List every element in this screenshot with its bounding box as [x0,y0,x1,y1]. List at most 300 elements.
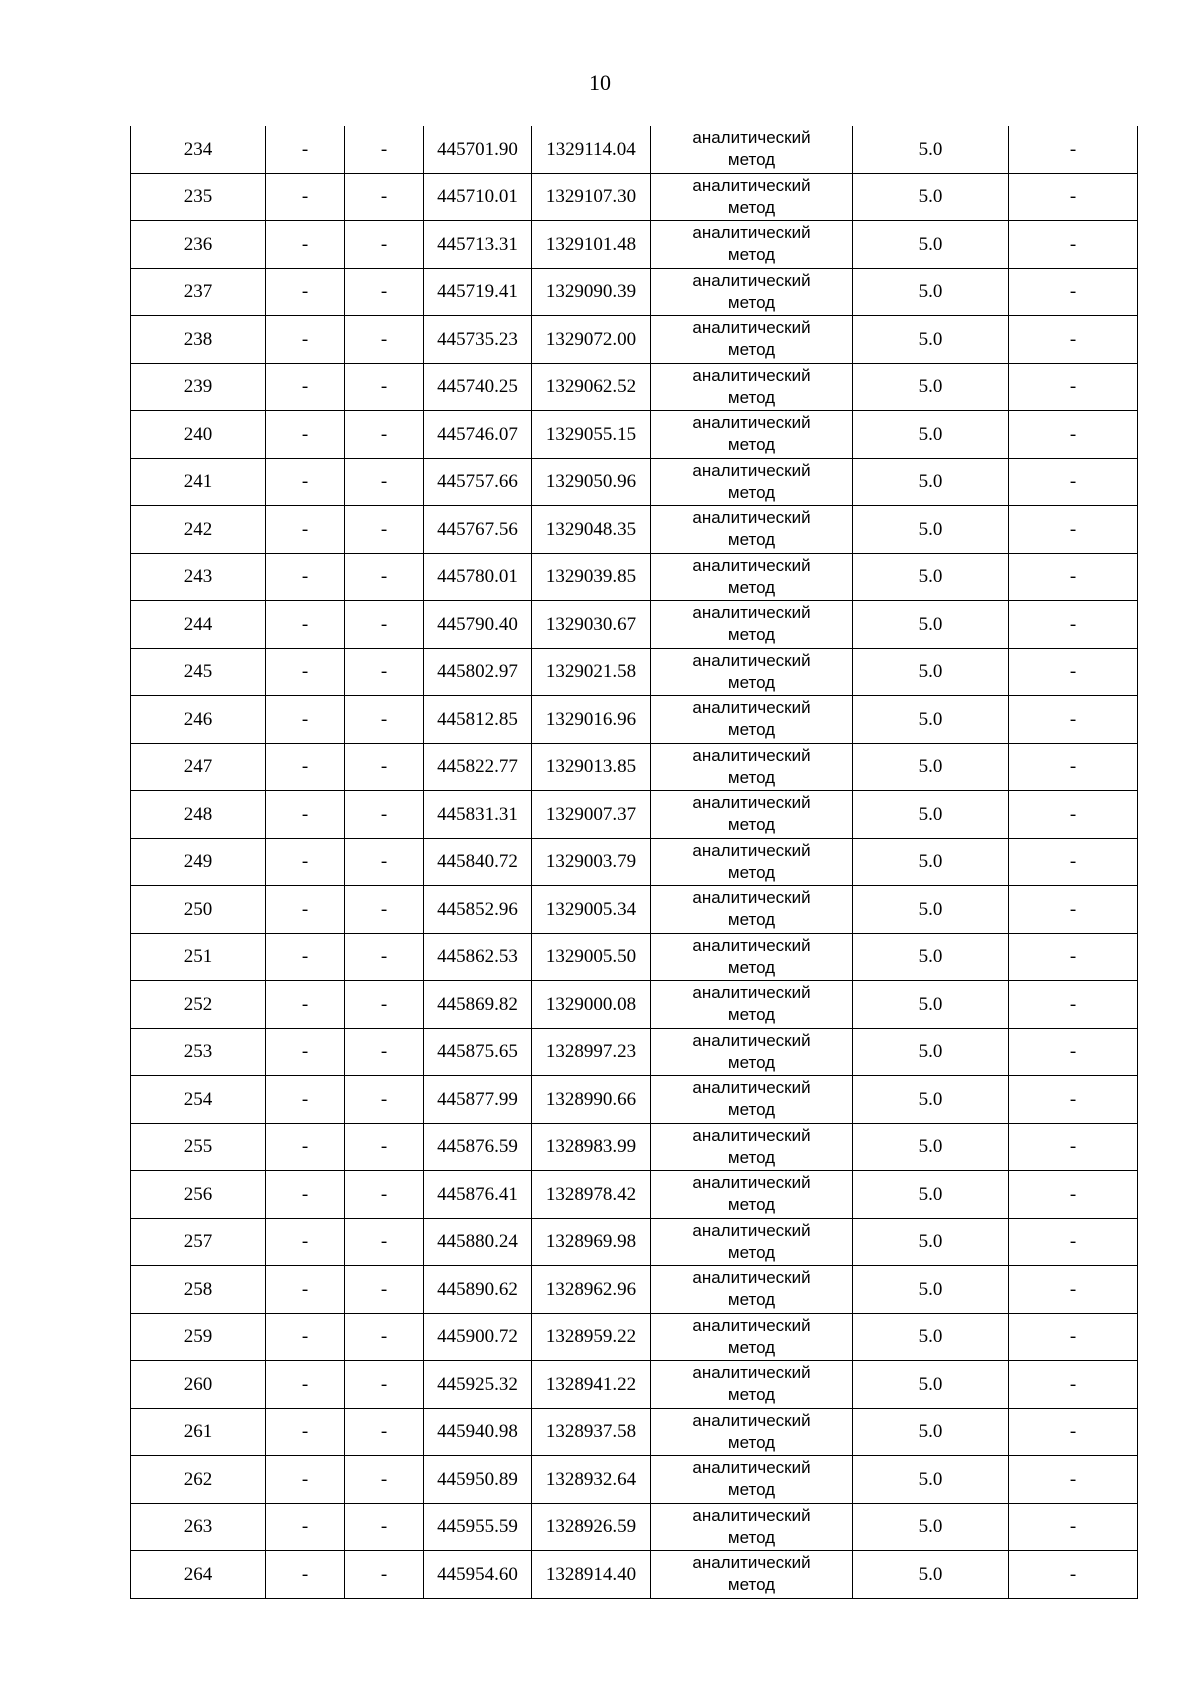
method-line-2: метод [727,1575,776,1595]
method-cell [651,553,853,601]
empty-value-cell: - [1009,316,1138,364]
point-number-cell: 244 [131,601,266,649]
point-number-cell: 251 [131,933,266,981]
accuracy-cell: 5.0 [853,1361,1009,1409]
table-row [131,838,1138,886]
empty-value-cell: - [345,933,424,981]
x-coordinate-cell: 445940.98 [424,1408,532,1456]
empty-value-cell: - [345,1313,424,1361]
method-line-1: аналитический [692,1030,811,1050]
empty-value-cell: - [266,363,345,411]
method-cell [651,1218,853,1266]
accuracy-cell: 5.0 [853,1218,1009,1266]
method-line-1: аналитический [692,1173,811,1193]
x-coordinate-cell: 445875.65 [424,1028,532,1076]
method-line-2: метод [727,957,776,977]
empty-value-cell: - [1009,221,1138,269]
x-coordinate-cell: 445840.72 [424,838,532,886]
empty-value-cell: - [266,743,345,791]
point-number-cell: 242 [131,506,266,554]
accuracy-cell: 5.0 [853,743,1009,791]
accuracy-cell: 5.0 [853,933,1009,981]
y-coordinate-cell: 1329000.08 [532,981,651,1029]
empty-value-cell: - [345,1123,424,1171]
x-coordinate-cell: 445852.96 [424,886,532,934]
table-row [131,1028,1138,1076]
x-coordinate-cell: 445877.99 [424,1076,532,1124]
coordinates-table [130,126,1138,1599]
method-cell [651,791,853,839]
page-number: 10 [589,70,611,95]
method-line-2: метод [727,530,776,550]
empty-value-cell: - [345,458,424,506]
empty-value-cell: - [266,173,345,221]
accuracy-cell: 5.0 [853,1551,1009,1599]
x-coordinate-cell: 445925.32 [424,1361,532,1409]
method-line-1: аналитический [692,745,811,765]
method-line-1: аналитический [692,175,811,195]
x-coordinate-cell: 445701.90 [424,126,532,173]
y-coordinate-cell: 1328962.96 [532,1266,651,1314]
method-cell [651,1266,853,1314]
x-coordinate-cell: 445780.01 [424,553,532,601]
method-cell [651,1313,853,1361]
method-line-2: метод [727,245,776,265]
table-row [131,743,1138,791]
empty-value-cell: - [1009,1408,1138,1456]
y-coordinate-cell: 1329114.04 [532,126,651,173]
empty-value-cell: - [1009,268,1138,316]
accuracy-cell: 5.0 [853,221,1009,269]
empty-value-cell: - [266,126,345,173]
y-coordinate-cell: 1329090.39 [532,268,651,316]
empty-value-cell: - [1009,1218,1138,1266]
empty-value-cell: - [1009,743,1138,791]
empty-value-cell: - [1009,886,1138,934]
y-coordinate-cell: 1329013.85 [532,743,651,791]
empty-value-cell: - [266,1551,345,1599]
x-coordinate-cell: 445713.31 [424,221,532,269]
empty-value-cell: - [345,1551,424,1599]
empty-value-cell: - [1009,1361,1138,1409]
method-line-1: аналитический [692,1078,811,1098]
accuracy-cell: 5.0 [853,838,1009,886]
empty-value-cell: - [1009,363,1138,411]
method-cell [651,981,853,1029]
method-line-2: метод [727,672,776,692]
method-cell [651,506,853,554]
point-number-cell: 260 [131,1361,266,1409]
point-number-cell: 249 [131,838,266,886]
point-number-cell: 258 [131,1266,266,1314]
method-line-2: метод [727,1242,776,1262]
table-row [131,981,1138,1029]
x-coordinate-cell: 445876.59 [424,1123,532,1171]
method-line-2: метод [727,1527,776,1547]
empty-value-cell: - [1009,981,1138,1029]
point-number-cell: 241 [131,458,266,506]
method-cell [651,268,853,316]
method-cell [651,743,853,791]
accuracy-cell: 5.0 [853,601,1009,649]
point-number-cell: 237 [131,268,266,316]
method-line-1: аналитический [692,935,811,955]
empty-value-cell: - [345,221,424,269]
y-coordinate-cell: 1329050.96 [532,458,651,506]
empty-value-cell: - [266,1123,345,1171]
x-coordinate-cell: 445802.97 [424,648,532,696]
method-line-2: метод [727,1385,776,1405]
empty-value-cell: - [266,411,345,459]
empty-value-cell: - [1009,553,1138,601]
accuracy-cell: 5.0 [853,1028,1009,1076]
method-line-2: метод [727,577,776,597]
empty-value-cell: - [345,696,424,744]
point-number-cell: 238 [131,316,266,364]
point-number-cell: 243 [131,553,266,601]
method-cell [651,696,853,744]
point-number-cell: 253 [131,1028,266,1076]
empty-value-cell: - [345,553,424,601]
method-line-1: аналитический [692,1363,811,1383]
empty-value-cell: - [1009,1266,1138,1314]
table-row [131,1076,1138,1124]
point-number-cell: 236 [131,221,266,269]
method-line-1: аналитический [692,223,811,243]
table-row [131,1456,1138,1504]
table-row [131,268,1138,316]
method-line-2: метод [727,1100,776,1120]
empty-value-cell: - [345,601,424,649]
method-line-1: аналитический [692,1553,811,1573]
y-coordinate-cell: 1329003.79 [532,838,651,886]
table-row [131,1551,1138,1599]
empty-value-cell: - [345,411,424,459]
y-coordinate-cell: 1329048.35 [532,506,651,554]
y-coordinate-cell: 1328926.59 [532,1503,651,1551]
point-number-cell: 252 [131,981,266,1029]
point-number-cell: 248 [131,791,266,839]
empty-value-cell: - [266,458,345,506]
empty-value-cell: - [266,268,345,316]
x-coordinate-cell: 445831.31 [424,791,532,839]
empty-value-cell: - [1009,1076,1138,1124]
empty-value-cell: - [345,1028,424,1076]
method-line-2: метод [727,767,776,787]
y-coordinate-cell: 1329016.96 [532,696,651,744]
y-coordinate-cell: 1329055.15 [532,411,651,459]
accuracy-cell: 5.0 [853,1076,1009,1124]
accuracy-cell: 5.0 [853,173,1009,221]
empty-value-cell: - [266,1503,345,1551]
method-line-2: метод [727,815,776,835]
point-number-cell: 235 [131,173,266,221]
table-row [131,648,1138,696]
table-row [131,363,1138,411]
accuracy-cell: 5.0 [853,126,1009,173]
empty-value-cell: - [345,1361,424,1409]
y-coordinate-cell: 1328990.66 [532,1076,651,1124]
method-cell [651,316,853,364]
empty-value-cell: - [266,1218,345,1266]
method-line-2: метод [727,1290,776,1310]
x-coordinate-cell: 445876.41 [424,1171,532,1219]
method-line-1: аналитический [692,1268,811,1288]
method-line-1: аналитический [692,1220,811,1240]
method-line-1: аналитический [692,650,811,670]
method-cell [651,1171,853,1219]
accuracy-cell: 5.0 [853,1266,1009,1314]
method-line-1: аналитический [692,413,811,433]
table-row [131,1171,1138,1219]
empty-value-cell: - [1009,791,1138,839]
method-line-2: метод [727,625,776,645]
point-number-cell: 254 [131,1076,266,1124]
method-line-2: метод [727,197,776,217]
x-coordinate-cell: 445862.53 [424,933,532,981]
method-line-1: аналитический [692,1315,811,1335]
empty-value-cell: - [1009,1551,1138,1599]
x-coordinate-cell: 445890.62 [424,1266,532,1314]
y-coordinate-cell: 1329101.48 [532,221,651,269]
accuracy-cell: 5.0 [853,268,1009,316]
table-row [131,553,1138,601]
method-line-1: аналитический [692,508,811,528]
empty-value-cell: - [345,1218,424,1266]
empty-value-cell: - [1009,411,1138,459]
y-coordinate-cell: 1328969.98 [532,1218,651,1266]
empty-value-cell: - [345,791,424,839]
method-line-2: метод [727,910,776,930]
method-line-1: аналитический [692,698,811,718]
method-cell [651,173,853,221]
empty-value-cell: - [345,648,424,696]
method-cell [651,1028,853,1076]
empty-value-cell: - [1009,933,1138,981]
y-coordinate-cell: 1329039.85 [532,553,651,601]
empty-value-cell: - [1009,506,1138,554]
empty-value-cell: - [1009,1503,1138,1551]
table-body [131,126,1138,1598]
method-cell [651,126,853,173]
accuracy-cell: 5.0 [853,363,1009,411]
empty-value-cell: - [266,1361,345,1409]
method-cell [651,1076,853,1124]
accuracy-cell: 5.0 [853,1503,1009,1551]
table-row [131,173,1138,221]
point-number-cell: 257 [131,1218,266,1266]
method-line-2: метод [727,1052,776,1072]
y-coordinate-cell: 1329005.50 [532,933,651,981]
empty-value-cell: - [266,1313,345,1361]
empty-value-cell: - [345,838,424,886]
method-line-1: аналитический [692,270,811,290]
method-cell [651,1503,853,1551]
method-line-1: аналитический [692,888,811,908]
empty-value-cell: - [345,173,424,221]
method-line-1: аналитический [692,1458,811,1478]
method-line-2: метод [727,340,776,360]
x-coordinate-cell: 445822.77 [424,743,532,791]
method-line-2: метод [727,435,776,455]
table-row [131,1218,1138,1266]
empty-value-cell: - [345,886,424,934]
point-number-cell: 247 [131,743,266,791]
x-coordinate-cell: 445719.41 [424,268,532,316]
method-line-2: метод [727,150,776,170]
empty-value-cell: - [1009,648,1138,696]
empty-value-cell: - [1009,1313,1138,1361]
method-line-1: аналитический [692,1505,811,1525]
empty-value-cell: - [1009,173,1138,221]
y-coordinate-cell: 1329072.00 [532,316,651,364]
y-coordinate-cell: 1328978.42 [532,1171,651,1219]
method-line-2: метод [727,482,776,502]
table-row [131,1123,1138,1171]
method-cell [651,1361,853,1409]
accuracy-cell: 5.0 [853,1408,1009,1456]
method-line-2: метод [727,1337,776,1357]
empty-value-cell: - [345,1076,424,1124]
method-line-1: аналитический [692,603,811,623]
empty-value-cell: - [345,268,424,316]
x-coordinate-cell: 445812.85 [424,696,532,744]
method-line-2: метод [727,862,776,882]
y-coordinate-cell: 1329030.67 [532,601,651,649]
method-line-1: аналитический [692,555,811,575]
x-coordinate-cell: 445955.59 [424,1503,532,1551]
table-row [131,411,1138,459]
empty-value-cell: - [1009,1123,1138,1171]
table-row [131,696,1138,744]
accuracy-cell: 5.0 [853,1456,1009,1504]
y-coordinate-cell: 1329007.37 [532,791,651,839]
y-coordinate-cell: 1329062.52 [532,363,651,411]
empty-value-cell: - [266,553,345,601]
empty-value-cell: - [345,126,424,173]
empty-value-cell: - [1009,601,1138,649]
point-number-cell: 239 [131,363,266,411]
x-coordinate-cell: 445767.56 [424,506,532,554]
point-number-cell: 234 [131,126,266,173]
method-cell [651,601,853,649]
accuracy-cell: 5.0 [853,648,1009,696]
accuracy-cell: 5.0 [853,458,1009,506]
method-line-2: метод [727,292,776,312]
x-coordinate-cell: 445740.25 [424,363,532,411]
empty-value-cell: - [266,1408,345,1456]
accuracy-cell: 5.0 [853,411,1009,459]
point-number-cell: 246 [131,696,266,744]
empty-value-cell: - [345,743,424,791]
y-coordinate-cell: 1328997.23 [532,1028,651,1076]
method-line-2: метод [727,1195,776,1215]
table-row [131,1408,1138,1456]
point-number-cell: 256 [131,1171,266,1219]
method-line-1: аналитический [692,460,811,480]
method-cell [651,648,853,696]
empty-value-cell: - [266,316,345,364]
method-cell [651,458,853,506]
point-number-cell: 240 [131,411,266,459]
table-row [131,886,1138,934]
x-coordinate-cell: 445880.24 [424,1218,532,1266]
method-line-2: метод [727,1147,776,1167]
empty-value-cell: - [1009,1171,1138,1219]
point-number-cell: 259 [131,1313,266,1361]
point-number-cell: 250 [131,886,266,934]
accuracy-cell: 5.0 [853,791,1009,839]
x-coordinate-cell: 445757.66 [424,458,532,506]
method-cell [651,1408,853,1456]
method-line-2: метод [727,387,776,407]
x-coordinate-cell: 445746.07 [424,411,532,459]
empty-value-cell: - [1009,838,1138,886]
y-coordinate-cell: 1328983.99 [532,1123,651,1171]
method-line-1: аналитический [692,1125,811,1145]
method-line-1: аналитический [692,128,811,148]
method-cell [651,1551,853,1599]
y-coordinate-cell: 1328941.22 [532,1361,651,1409]
table-row [131,1266,1138,1314]
empty-value-cell: - [1009,126,1138,173]
accuracy-cell: 5.0 [853,1171,1009,1219]
table-row [131,1313,1138,1361]
method-line-1: аналитический [692,983,811,1003]
method-cell [651,886,853,934]
x-coordinate-cell: 445869.82 [424,981,532,1029]
empty-value-cell: - [345,506,424,554]
method-cell [651,838,853,886]
empty-value-cell: - [266,933,345,981]
x-coordinate-cell: 445954.60 [424,1551,532,1599]
method-cell [651,1456,853,1504]
x-coordinate-cell: 445710.01 [424,173,532,221]
empty-value-cell: - [266,601,345,649]
method-line-1: аналитический [692,840,811,860]
x-coordinate-cell: 445735.23 [424,316,532,364]
accuracy-cell: 5.0 [853,696,1009,744]
y-coordinate-cell: 1328937.58 [532,1408,651,1456]
method-cell [651,221,853,269]
empty-value-cell: - [1009,1028,1138,1076]
x-coordinate-cell: 445900.72 [424,1313,532,1361]
empty-value-cell: - [345,1266,424,1314]
table-row [131,458,1138,506]
method-line-2: метод [727,1480,776,1500]
method-cell [651,933,853,981]
method-line-1: аналитический [692,1410,811,1430]
y-coordinate-cell: 1328932.64 [532,1456,651,1504]
point-number-cell: 263 [131,1503,266,1551]
method-cell [651,1123,853,1171]
empty-value-cell: - [266,1028,345,1076]
point-number-cell: 262 [131,1456,266,1504]
accuracy-cell: 5.0 [853,981,1009,1029]
empty-value-cell: - [1009,696,1138,744]
y-coordinate-cell: 1328959.22 [532,1313,651,1361]
empty-value-cell: - [266,886,345,934]
table-row [131,126,1138,173]
method-cell [651,411,853,459]
empty-value-cell: - [266,838,345,886]
empty-value-cell: - [1009,1456,1138,1504]
empty-value-cell: - [345,316,424,364]
empty-value-cell: - [266,506,345,554]
empty-value-cell: - [345,981,424,1029]
empty-value-cell: - [266,221,345,269]
empty-value-cell: - [345,1408,424,1456]
